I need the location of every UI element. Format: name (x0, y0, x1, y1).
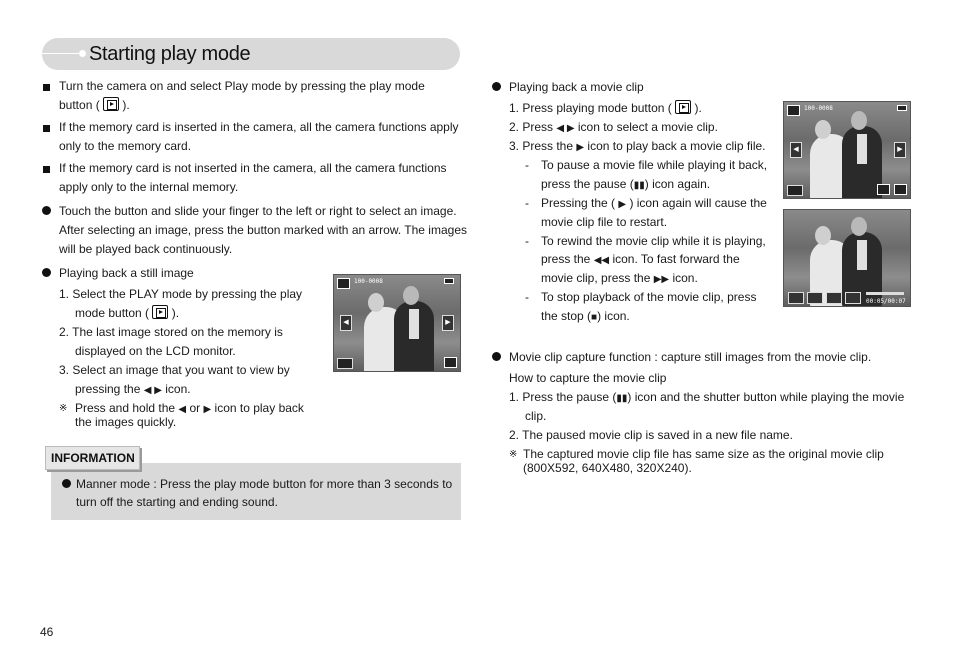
round-bullet (42, 268, 51, 277)
information-label: INFORMATION (51, 451, 135, 465)
pause-line-1: To pause a movie file while playing it back, (541, 158, 768, 172)
battery-icon (897, 105, 907, 111)
still-step-2a: 2. The last image stored on the memory is (59, 325, 283, 339)
round-bullet (492, 352, 501, 361)
still-step-3b: pressing the ◀ ▶ icon. (75, 382, 191, 396)
round-bullet (42, 206, 51, 215)
round-bullet (62, 479, 71, 488)
capture-note-b: (800X592, 640X480, 320X240). (523, 461, 692, 475)
still-note-a: Press and hold the ◀ or ▶ icon to play back (75, 401, 304, 415)
camera-screen-movie-select (783, 101, 911, 199)
capture-note-a: The captured movie clip file has same size as the original movie clip (523, 447, 884, 461)
bride-head (368, 293, 384, 312)
rewind-icon: ◀◀ (593, 255, 610, 266)
stop-icon: ■ (591, 312, 598, 323)
progress-bar (866, 292, 904, 295)
left-right-arrows-icon: ◀ ▶ (143, 385, 162, 396)
dash: - (525, 234, 529, 248)
pause-icon (845, 292, 861, 304)
bullet-3-line-2: apply only to the internal memory. (59, 180, 239, 194)
information-tab (45, 446, 140, 470)
next-arrow-icon: ▶ (442, 315, 454, 331)
play-icon: ▶ (576, 142, 585, 153)
prev-arrow-icon: ◀ (790, 142, 802, 158)
touch-line-1: Touch the button and slide your finger to the left or right to select an image. (59, 204, 457, 218)
camera-screen-movie-playing (783, 209, 911, 307)
title-bar (42, 38, 460, 70)
square-bullet (43, 125, 50, 132)
menu-icon (787, 185, 803, 196)
capture-title: Movie clip capture function : capture still images from the movie clip. (509, 350, 872, 364)
rewind-line-1: To rewind the movie clip while it is playing, (541, 234, 766, 248)
pause-icon: ▮▮ (616, 393, 628, 404)
stop-line-2: the stop (■) icon. (541, 309, 630, 323)
square-bullet (43, 166, 50, 173)
groom-head (851, 111, 867, 130)
title-decor-dot (79, 50, 86, 57)
page-title: Starting play mode (89, 43, 251, 65)
left-arrow-icon: ◀ (178, 404, 187, 415)
groom-shirt (857, 134, 867, 164)
groom-head (403, 286, 419, 305)
next-arrow-icon: ▶ (894, 142, 906, 158)
bullet-2-line-2: only to the memory card. (59, 139, 192, 153)
stop-line-1: To stop playback of the movie clip, press (541, 290, 757, 304)
prev-arrow-icon: ◀ (340, 315, 352, 331)
play-mode-icon (787, 105, 800, 116)
rewind-line-3: movie clip, press the ▶▶ icon. (541, 271, 698, 285)
movie-title: Playing back a movie clip (509, 80, 644, 94)
bullet-3-line-1: If the memory card is not inserted in the camera, all the camera functions (59, 161, 447, 175)
play-line-2: movie clip file to restart. (541, 215, 668, 229)
touch-line-2: After selecting an image, press the button marked with an arrow. The images (59, 223, 467, 237)
capture-step-1: 1. Press the pause (▮▮) icon and the shutter button while playing the movie (509, 390, 905, 404)
pause-icon: ▮▮ (633, 180, 645, 191)
title-decor-line (42, 53, 82, 54)
frame-counter: 100-0008 (804, 105, 833, 112)
fast-forward-icon: ▶▶ (653, 274, 670, 285)
groom-shirt (409, 309, 419, 339)
round-bullet (492, 82, 501, 91)
dash: - (525, 158, 529, 172)
info-line-2: turn off the starting and ending sound. (76, 495, 278, 509)
bullet-2-line-1: If the memory card is inserted in the camera, all the camera functions apply (59, 120, 459, 134)
battery-icon (444, 278, 454, 284)
rewind-line-2: press the ◀◀ icon. To fast forward the (541, 252, 740, 266)
camera-screen-still (333, 274, 461, 372)
page-number: 46 (40, 625, 54, 639)
frame-counter: 100-0008 (354, 278, 383, 285)
play-button-icon (675, 100, 691, 114)
manner-mode-icon (894, 184, 907, 195)
stop-icon (826, 292, 842, 304)
still-step-3a: 3. Select an image that you want to view by (59, 363, 290, 377)
groom-shirt (857, 240, 867, 270)
square-bullet (43, 84, 50, 91)
groom-head (851, 217, 867, 236)
play-mode-icon (337, 278, 350, 289)
menu-icon (337, 358, 353, 369)
still-step-1b: mode button ( ). (75, 306, 180, 320)
left-right-arrows-icon: ◀ ▶ (556, 123, 575, 134)
movie-step-2: 2. Press ◀ ▶ icon to select a movie clip. (509, 120, 718, 134)
movie-step-3: 3. Press the ▶ icon to play back a movie clip file. (509, 139, 766, 153)
manner-mode-icon (444, 357, 457, 368)
bullet-1-line-1: Turn the camera on and select Play mode by pressing the play mode (59, 79, 425, 93)
capture-how: How to capture the movie clip (509, 371, 667, 385)
still-step-1a: 1. Select the PLAY mode by pressing the play (59, 287, 303, 301)
pause-line-2: press the pause (▮▮) icon again. (541, 177, 711, 191)
fast-forward-icon (807, 292, 823, 304)
still-title: Playing back a still image (59, 266, 194, 280)
capture-step-2: 2. The paused movie clip is saved in a new file name. (509, 428, 793, 442)
play-icon: ▶ (618, 199, 627, 210)
bullet-1-line-2: button ( ). (59, 98, 130, 112)
dash: - (525, 196, 529, 210)
bride-head (815, 226, 831, 245)
touch-line-3: will be played back continuously. (59, 242, 233, 256)
still-note-b: the images quickly. (75, 415, 177, 429)
rewind-icon (788, 292, 804, 304)
note-mark: ※ (509, 449, 518, 460)
play-icon (877, 184, 890, 195)
timecode: 00:05/00:07 (866, 298, 906, 305)
play-line-1: Pressing the ( ▶ ) icon again will cause the (541, 196, 767, 210)
dash: - (525, 290, 529, 304)
info-line-1: Manner mode : Press the play mode button for more than 3 seconds to (76, 477, 453, 491)
note-mark: ※ (59, 403, 68, 414)
play-button-icon (152, 305, 168, 319)
right-arrow-icon: ▶ (203, 404, 212, 415)
movie-step-1: 1. Press playing mode button ( ). (509, 101, 702, 115)
bride-head (815, 120, 831, 139)
play-button-icon (103, 97, 119, 111)
capture-step-1-cont: clip. (525, 409, 547, 423)
still-step-2b: displayed on the LCD monitor. (75, 344, 236, 358)
information-box (51, 463, 461, 520)
